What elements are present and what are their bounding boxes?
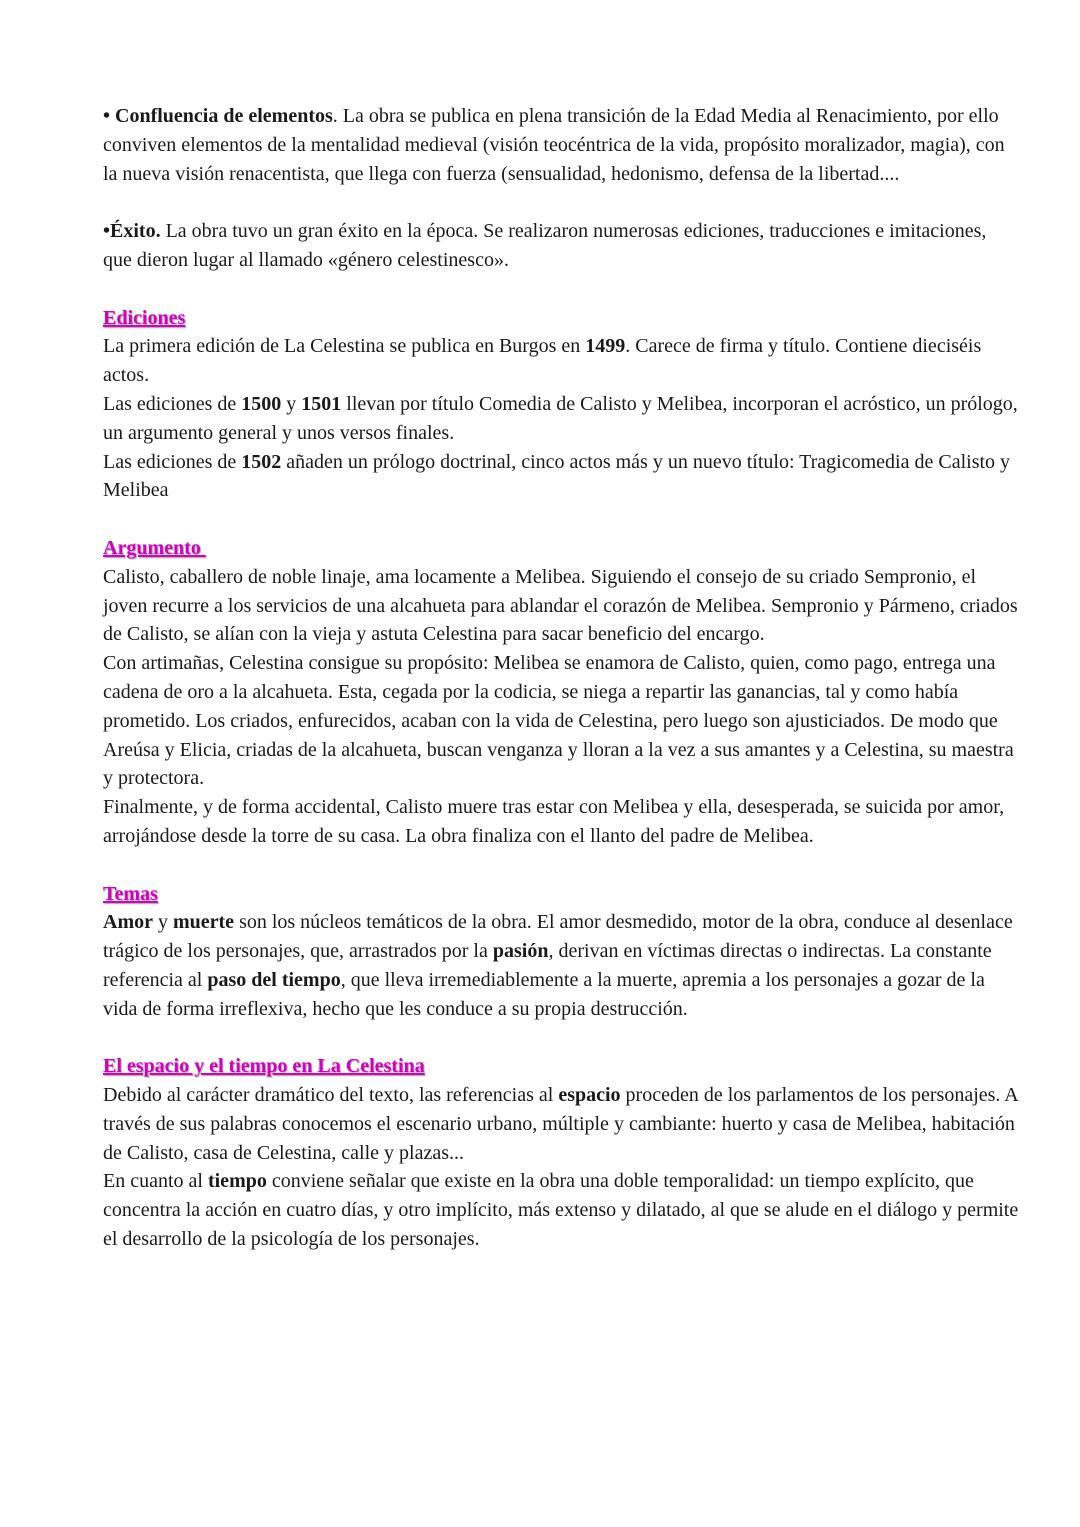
ediciones-paragraph-3: Las ediciones de 1502 añaden un prólogo doctrinal, cinco actos más y un nuevo título: Tragicomedia de Calisto y Melibea xyxy=(103,450,1011,502)
tiempo-paragraph: En cuanto al tiempo conviene señalar que existe en la obra una doble temporalidad: un tiempo explícito, que concentra la acción en cuatro días, y otro implícito, más extenso y dilatado, al que se alude en el diálogo y permite el desarrollo de la psicología de los personajes. xyxy=(103,1170,1019,1251)
paragraph-exito xyxy=(103,217,1020,275)
year-1499: 1499 xyxy=(585,335,626,358)
confluencia-title: Confluencia de elementos xyxy=(115,105,333,127)
year-1501: 1501 xyxy=(301,392,342,415)
ediciones-paragraph-2: Las ediciones de 1500 y 1501 llevan por título Comedia de Calisto y Melibea, incorporan el acróstico, un prólogo, un argumento general y unos versos finales. xyxy=(103,392,1018,444)
year-1502: 1502 xyxy=(241,450,282,473)
confluencia-text: . La obra se publica en plena transición de la Edad Media al Renacimiento, por ello conviven elementos de la mentalidad medieval (visión teocéntrica de la vida, propósito moralizador, magia), con la nueva visión renacentista, que llega con fuerza (sensualidad, hedonismo, defensa de la libertad.... xyxy=(103,105,1005,185)
heading-argumento: Argumento xyxy=(103,536,206,559)
bullet: • xyxy=(103,220,111,243)
argumento-paragraph-3: Finalmente, y de forma accidental, Calisto muere tras estar con Melibea y ella, desesperada, se suicida por amor, arrojándose desde la torre de su casa. La obra finaliza con el llanto del padre de Melibea. xyxy=(103,796,1005,847)
exito-title: Éxito. xyxy=(110,220,161,243)
espacio-paragraph: Debido al carácter dramático del texto, las referencias al espacio proceden de los parlamentos de los personajes. A través de sus palabras conocemos el escenario urbano, múltiple y cambiante: huerto y casa de Melibea, habitación de Calisto, casa de Celestina, calle y plazas... xyxy=(103,1084,1018,1164)
heading-temas: Temas xyxy=(103,882,158,905)
argumento-paragraph-1: Calisto, caballero de noble linaje, ama locamente a Melibea. Siguiendo el consejo de su criado Sempronio, el joven recurre a los servicios de una alcahueta para ablandar el corazón de Melibea. Sempronio y Pármeno, criados de Calisto, se alían con la vieja y astuta Celestina para sacar beneficio del encargo. xyxy=(103,565,1018,646)
paragraph-confluencia xyxy=(103,102,1020,188)
heading-espacio-tiempo: El espacio y el tiempo en La Celestina xyxy=(103,1055,425,1078)
argumento-paragraph-2: Con artimañas, Celestina consigue su propósito: Melibea se enamora de Calisto, quien, como pago, entrega una cadena de oro a la alcahueta. Esta, cegada por la codicia, se niega a repartir las ganancias, tal y como había prometido. Los criados, enfurecidos, acaban con la vida de Celestina, pero luego son ajusticiados. De modo que Areúsa y Elicia, criadas de la alcahueta, buscan venganza y lloran a la vez a sus amantes y a Celestina, su maestra y protectora. xyxy=(103,652,1014,790)
ediciones-paragraph-1: La primera edición de La Celestina se publica en Burgos en 1499. Carece de firma y título. Contiene dieciséis actos. xyxy=(103,335,982,387)
temas-paragraph: Amor y muerte son los núcleos temáticos de la obra. El amor desmedido, motor de la obra, conduce al desenlace trágico de los personajes, que, arrastrados por la pasión, derivan en víctimas directas o indirectas. La constante referencia al paso del tiempo, que lleva irremediablemente a la muerte, apremia a los personajes a gozar de la vida de forma irreflexiva, hecho que les conduce a su propia destrucción. xyxy=(103,911,1013,1020)
bullet: • xyxy=(103,105,116,127)
exito-text: La obra tuvo un gran éxito en la época. Se realizaron numerosas ediciones, traducciones e imitaciones, que dieron lugar al llamado «género celestinesco». xyxy=(103,220,987,271)
year-1500: 1500 xyxy=(241,392,282,415)
heading-ediciones: Ediciones xyxy=(103,306,186,329)
